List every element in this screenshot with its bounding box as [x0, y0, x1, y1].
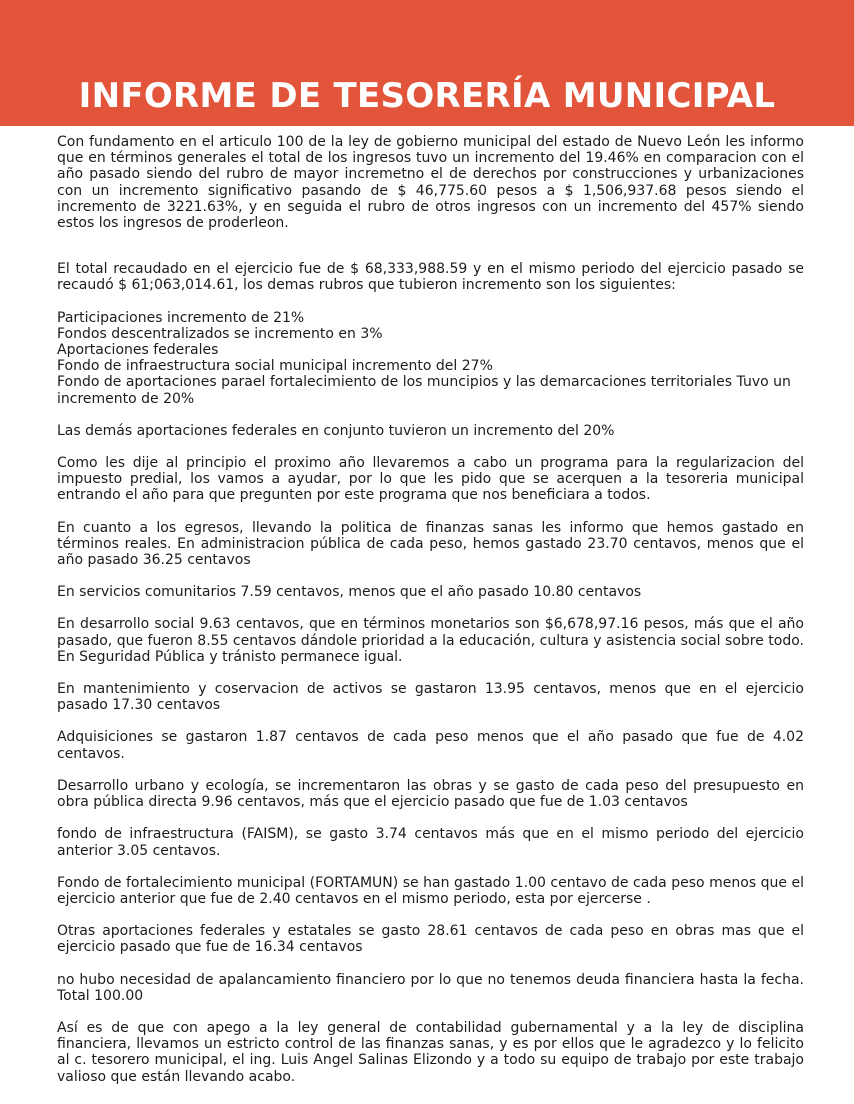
paragraph-adquisiciones: Adquisiciones se gastaron 1.87 centavos de cada peso menos que el año pasado que fue de 4.02 centavos. [57, 729, 804, 762]
paragraph-deuda: no hubo necesidad de apalancamiento financiero por lo que no tenemos deuda financiera hasta la fecha. Total 100.00 [57, 971, 804, 1004]
list-item: Aportaciones federales [57, 342, 219, 359]
paragraph-desarrollo-social: En desarrollo social 9.63 centavos, que en términos monetarios son $6,678,97.16 pesos, más que el año pasado, que fueron 8.55 centavos dándole prioridad a la educación, cultura y asistencia social sobre todo. En Seguridad Pública y tránisto permanece igual. [57, 616, 804, 665]
report-body [57, 134, 804, 1085]
paragraph-otras-aportaciones: Otras aportaciones federales y estatales se gasto 28.61 centavos de cada peso en obras mas que el ejercicio pasado que fue de 16.34 centavos [57, 923, 804, 956]
paragraph-mantenimiento: En mantenimiento y coservacion de activos se gastaron 13.95 centavos, menos que en el ejercicio pasado 17.30 centavos [57, 681, 804, 714]
paragraph-cierre: Así es de que con apego a la ley general de contabilidad gubernamental y a la ley de disciplina financiera, llevamos un estricto control de las finanzas sanas, y es por ellos que le agradezco y lo felicito al c. tesorero municipal, el ing. Luis Angel Salinas Elizondo y a todo su equipo de trabajo por este trabajo valioso que están llevando acabo. [57, 1019, 804, 1085]
increment-list [57, 310, 804, 407]
paragraph-impuesto-predial: Como les dije al principio el proximo año llevaremos a cabo un programa para la regularizacion del impuesto predial, los vamos a ayudar, por lo que les pido que se acerquen a la tesoreria municipal entrando el año para que pregunten por este programa que nos beneficiara a todos. [57, 455, 804, 504]
header-banner [0, 0, 854, 126]
paragraph-total-recaudado: El total recaudado en el ejercicio fue de $ 68,333,988.59 y en el mismo periodo del ejercicio pasado se recaudó $ 61;063,014.61, los demas rubros que tubieron incremento son los siguientes: [57, 261, 804, 294]
list-item: Fondo de infraestructura social municipal incremento del 27% [57, 358, 493, 375]
list-item: Fondo de aportaciones parael fortalecimiento de los muncipios y las demarcaciones territoriales Tuvo un incremento de 20% [57, 374, 791, 407]
list-item: Fondos descentralizados se incremento en 3% [57, 325, 383, 342]
list-item: Participaciones incremento de 21% [57, 309, 305, 326]
paragraph-fortamun: Fondo de fortalecimiento municipal (FORTAMUN) se han gastado 1.00 centavo de cada peso menos que el ejercicio anterior que fue de 2.40 centavos en el mismo periodo, esta por ejercerse . [57, 874, 804, 907]
paragraph-faism: fondo de infraestructura (FAISM), se gasto 3.74 centavos más que en el mismo periodo del ejercicio anterior 3.05 centavos. [57, 826, 804, 859]
paragraph-demas-aportaciones: Las demás aportaciones federales en conjunto tuvieron un incremento del 20% [57, 422, 615, 439]
paragraph-desarrollo-urbano: Desarrollo urbano y ecología, se incrementaron las obras y se gasto de cada peso del presupuesto en obra pública directa 9.96 centavos, más que el ejercicio pasado que fue de 1.03 centavos [57, 777, 804, 811]
paragraph-egresos: En cuanto a los egresos, llevando la politica de finanzas sanas les informo que hemos gastado en términos reales. En administracion pública de cada peso, hemos gastado 23.70 centavos, menos que el año pasado 36.25 centavos [57, 519, 804, 569]
paragraph-servicios-comunitarios: En servicios comunitarios 7.59 centavos, menos que el año pasado 10.80 centavos [57, 584, 642, 601]
page-title: INFORME DE TESORERÍA MUNICIPAL [78, 76, 776, 116]
paragraph-ingresos-intro: Con fundamento en el articulo 100 de la ley de gobierno municipal del estado de Nuevo León les informo que en términos generales el total de los ingresos tuvo un incremento del 19.46% en comparacion con el año pasado siendo del rubro de mayor incremetno el de derechos por construcciones y urbanizaciones con un incremento significativo pasando de $ 46,775.60 pesos a $ 1,506,937.68 pesos siendo el incremento de 3221.63%, y en seguida el rubro de otros ingresos con un incremento del 457% siendo estos los ingresos de proderleon. [57, 134, 804, 232]
